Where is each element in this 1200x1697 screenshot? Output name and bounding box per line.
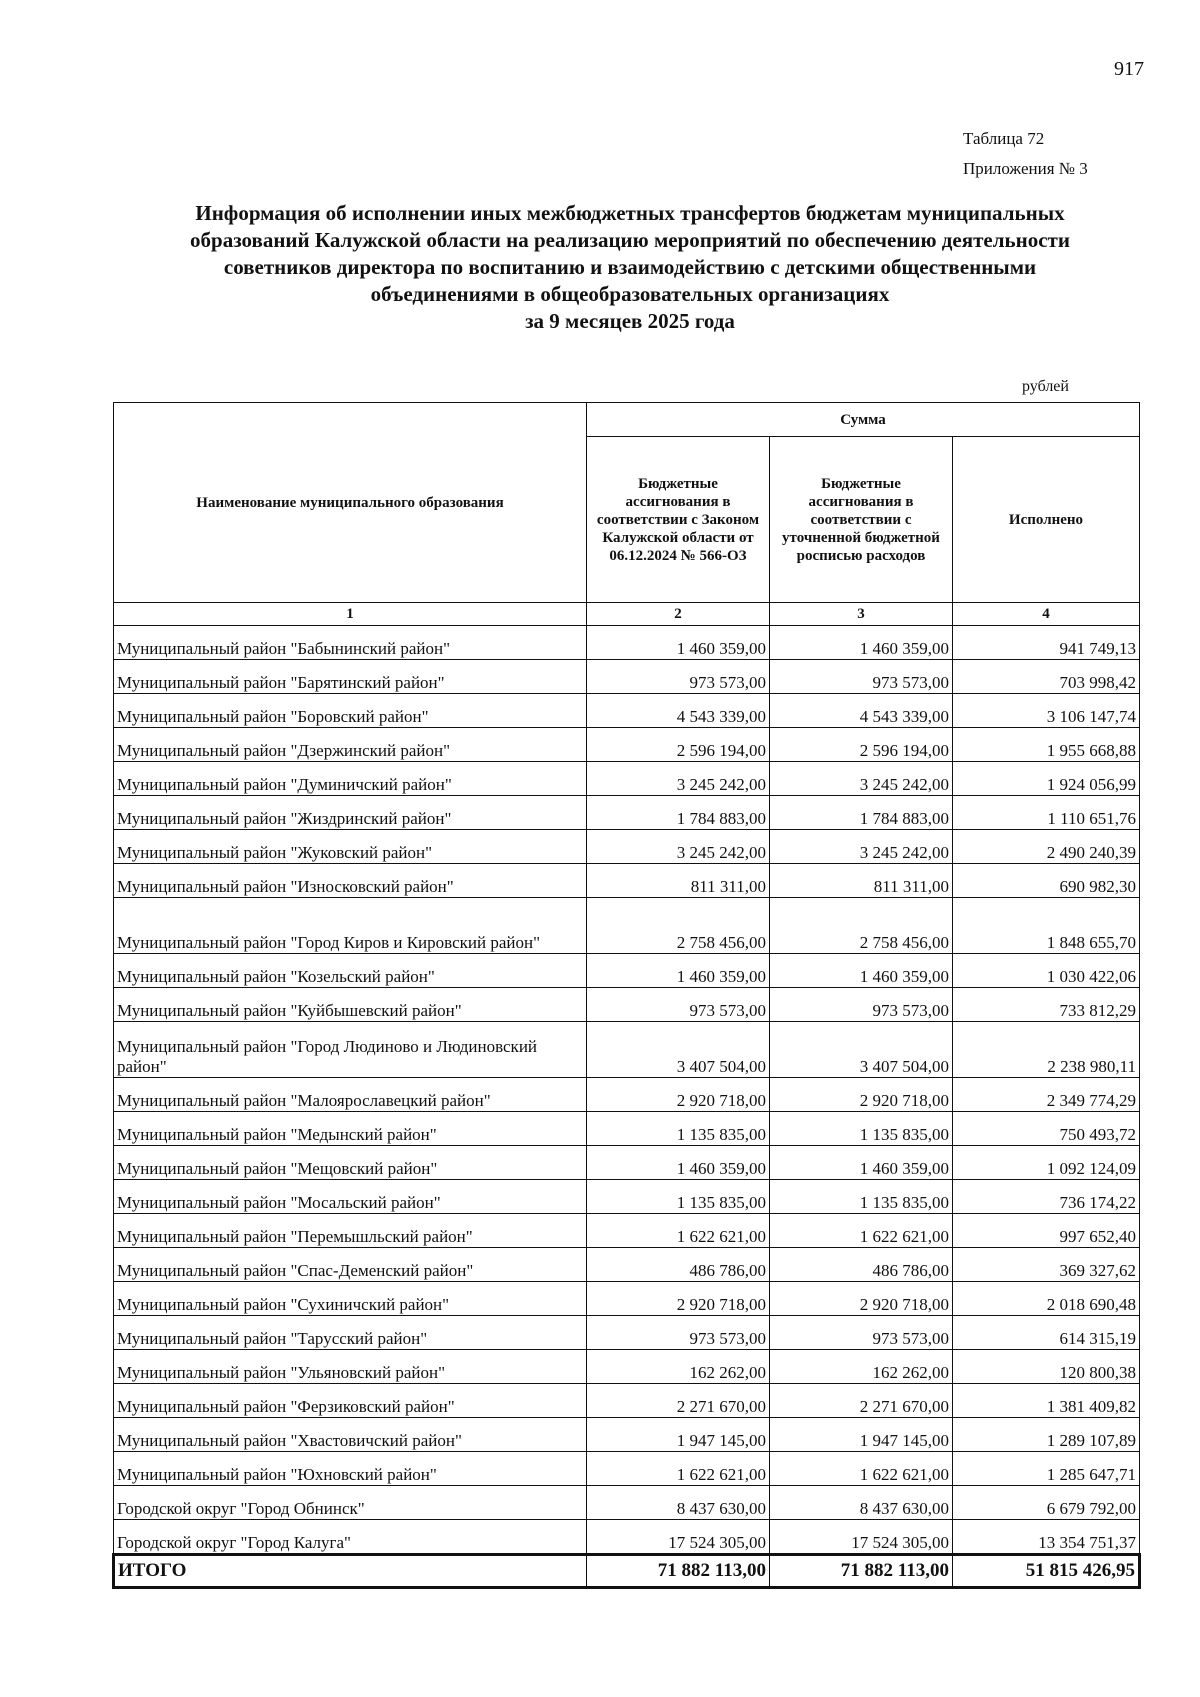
table-row xyxy=(114,988,1140,1022)
law-allocation-cell: 2 271 670,00 xyxy=(587,1384,770,1418)
table-reference xyxy=(963,124,1088,184)
municipality-name-cell: Муниципальный район "Куйбышевский район" xyxy=(114,988,587,1022)
title-line-5: за 9 месяцев 2025 года xyxy=(525,309,735,333)
table-row xyxy=(114,1452,1140,1486)
currency-unit: рублей xyxy=(1022,378,1069,395)
refined-allocation-cell: 486 786,00 xyxy=(770,1248,953,1282)
table-row xyxy=(114,1112,1140,1146)
refined-allocation-cell: 2 758 456,00 xyxy=(770,898,953,954)
table-row xyxy=(114,694,1140,728)
executed-cell: 736 174,22 xyxy=(953,1180,1140,1214)
refined-allocation-cell: 2 920 718,00 xyxy=(770,1078,953,1112)
total-row xyxy=(114,1555,1140,1588)
total-label: ИТОГО xyxy=(114,1555,587,1588)
refined-allocation-cell: 1 622 621,00 xyxy=(770,1214,953,1248)
executed-cell: 1 289 107,89 xyxy=(953,1418,1140,1452)
municipality-name-cell: Муниципальный район "Дзержинский район" xyxy=(114,728,587,762)
law-allocation-cell: 162 262,00 xyxy=(587,1350,770,1384)
refined-allocation-cell: 17 524 305,00 xyxy=(770,1520,953,1555)
executed-cell: 750 493,72 xyxy=(953,1112,1140,1146)
refined-allocation-cell: 1 460 359,00 xyxy=(770,626,953,660)
law-allocation-cell: 1 135 835,00 xyxy=(587,1112,770,1146)
table-row xyxy=(114,660,1140,694)
total-law-allocation: 71 882 113,00 xyxy=(587,1555,770,1588)
law-allocation-cell: 973 573,00 xyxy=(587,988,770,1022)
appendix-number: Приложения № 3 xyxy=(963,159,1088,178)
table-row xyxy=(114,1180,1140,1214)
law-allocation-cell: 3 245 242,00 xyxy=(587,830,770,864)
law-allocation-cell: 1 460 359,00 xyxy=(587,1146,770,1180)
municipality-name-cell: Муниципальный район "Юхновский район" xyxy=(114,1452,587,1486)
law-allocation-cell: 486 786,00 xyxy=(587,1248,770,1282)
executed-cell: 2 018 690,48 xyxy=(953,1282,1140,1316)
executed-cell: 1 381 409,82 xyxy=(953,1384,1140,1418)
title-line-2: образований Калужской области на реализацию мероприятий по обеспечению деятельности xyxy=(190,228,1070,252)
table-row xyxy=(114,954,1140,988)
law-allocation-cell: 1 622 621,00 xyxy=(587,1452,770,1486)
municipality-name-cell: Муниципальный район "Барятинский район" xyxy=(114,660,587,694)
title-line-3: советников директора по воспитанию и взаимодействию с детскими общественными xyxy=(223,255,1037,279)
law-allocation-cell: 973 573,00 xyxy=(587,660,770,694)
municipality-name-cell: Муниципальный район "Бабынинский район" xyxy=(114,626,587,660)
executed-cell: 6 679 792,00 xyxy=(953,1486,1140,1520)
refined-allocation-cell: 2 271 670,00 xyxy=(770,1384,953,1418)
executed-cell: 733 812,29 xyxy=(953,988,1140,1022)
municipality-name-cell: Муниципальный район "Сухиничский район" xyxy=(114,1282,587,1316)
executed-cell: 120 800,38 xyxy=(953,1350,1140,1384)
budget-table xyxy=(112,402,1141,1589)
executed-cell: 703 998,42 xyxy=(953,660,1140,694)
refined-allocation-cell: 973 573,00 xyxy=(770,988,953,1022)
table-row xyxy=(114,1486,1140,1520)
law-allocation-cell: 973 573,00 xyxy=(587,1316,770,1350)
table-row xyxy=(114,1316,1140,1350)
executed-cell: 3 106 147,74 xyxy=(953,694,1140,728)
executed-cell: 13 354 751,37 xyxy=(953,1520,1140,1555)
law-allocation-cell: 8 437 630,00 xyxy=(587,1486,770,1520)
column-number: 4 xyxy=(953,603,1140,626)
refined-allocation-cell: 1 622 621,00 xyxy=(770,1452,953,1486)
column-number: 2 xyxy=(587,603,770,626)
table-row xyxy=(114,898,1140,954)
law-allocation-cell: 1 460 359,00 xyxy=(587,954,770,988)
executed-cell: 941 749,13 xyxy=(953,626,1140,660)
law-allocation-cell: 2 596 194,00 xyxy=(587,728,770,762)
municipality-name-cell: Муниципальный район "Жиздринский район" xyxy=(114,796,587,830)
total-refined-allocation: 71 882 113,00 xyxy=(770,1555,953,1588)
document-title xyxy=(140,200,1120,335)
table-row xyxy=(114,1384,1140,1418)
executed-cell: 2 349 774,29 xyxy=(953,1078,1140,1112)
municipality-name-cell: Муниципальный район "Город Людиново и Людиновский район" xyxy=(114,1022,587,1078)
refined-allocation-cell: 1 460 359,00 xyxy=(770,954,953,988)
table-number: Таблица 72 xyxy=(963,129,1045,148)
title-line-1: Информация об исполнении иных межбюджетных трансфертов бюджетам муниципальных xyxy=(195,201,1065,225)
law-allocation-cell: 1 947 145,00 xyxy=(587,1418,770,1452)
law-allocation-cell: 4 543 339,00 xyxy=(587,694,770,728)
municipality-name-cell: Муниципальный район "Козельский район" xyxy=(114,954,587,988)
header-refined-allocations: Бюджетные ассигнования в соответствии с уточненной бюджетной росписью расходов xyxy=(770,437,953,603)
refined-allocation-cell: 1 947 145,00 xyxy=(770,1418,953,1452)
municipality-name-cell: Муниципальный район "Боровский район" xyxy=(114,694,587,728)
page-number: 917 xyxy=(1114,58,1144,80)
table-row xyxy=(114,1214,1140,1248)
refined-allocation-cell: 2 596 194,00 xyxy=(770,728,953,762)
executed-cell: 1 955 668,88 xyxy=(953,728,1140,762)
header-municipality-name: Наименование муниципального образования xyxy=(114,403,587,603)
law-allocation-cell: 2 920 718,00 xyxy=(587,1282,770,1316)
table-body xyxy=(114,626,1140,1588)
municipality-name-cell: Городской округ "Город Обнинск" xyxy=(114,1486,587,1520)
law-allocation-cell: 1 622 621,00 xyxy=(587,1214,770,1248)
refined-allocation-cell: 1 135 835,00 xyxy=(770,1180,953,1214)
table-row xyxy=(114,1146,1140,1180)
executed-cell: 2 238 980,11 xyxy=(953,1022,1140,1078)
executed-cell: 1 924 056,99 xyxy=(953,762,1140,796)
table-row xyxy=(114,1078,1140,1112)
law-allocation-cell: 1 460 359,00 xyxy=(587,626,770,660)
refined-allocation-cell: 8 437 630,00 xyxy=(770,1486,953,1520)
municipality-name-cell: Муниципальный район "Ульяновский район" xyxy=(114,1350,587,1384)
law-allocation-cell: 2 920 718,00 xyxy=(587,1078,770,1112)
table-row xyxy=(114,1248,1140,1282)
municipality-name-cell: Муниципальный район "Перемышльский район" xyxy=(114,1214,587,1248)
table-row xyxy=(114,1520,1140,1555)
table-row xyxy=(114,1350,1140,1384)
executed-cell: 997 652,40 xyxy=(953,1214,1140,1248)
municipality-name-cell: Муниципальный район "Малоярославецкий район" xyxy=(114,1078,587,1112)
law-allocation-cell: 811 311,00 xyxy=(587,864,770,898)
refined-allocation-cell: 3 245 242,00 xyxy=(770,830,953,864)
law-allocation-cell: 3 407 504,00 xyxy=(587,1022,770,1078)
table-row xyxy=(114,796,1140,830)
column-number: 1 xyxy=(114,603,587,626)
municipality-name-cell: Городской округ "Город Калуга" xyxy=(114,1520,587,1555)
municipality-name-cell: Муниципальный район "Жуковский район" xyxy=(114,830,587,864)
executed-cell: 1 110 651,76 xyxy=(953,796,1140,830)
municipality-name-cell: Муниципальный район "Думиничский район" xyxy=(114,762,587,796)
executed-cell: 369 327,62 xyxy=(953,1248,1140,1282)
municipality-name-cell: Муниципальный район "Спас-Деменский район" xyxy=(114,1248,587,1282)
refined-allocation-cell: 162 262,00 xyxy=(770,1350,953,1384)
table-row xyxy=(114,864,1140,898)
municipality-name-cell: Муниципальный район "Ферзиковский район" xyxy=(114,1384,587,1418)
refined-allocation-cell: 973 573,00 xyxy=(770,660,953,694)
municipality-name-cell: Муниципальный район "Износковский район" xyxy=(114,864,587,898)
law-allocation-cell: 3 245 242,00 xyxy=(587,762,770,796)
refined-allocation-cell: 973 573,00 xyxy=(770,1316,953,1350)
table-row xyxy=(114,626,1140,660)
refined-allocation-cell: 3 245 242,00 xyxy=(770,762,953,796)
refined-allocation-cell: 1 135 835,00 xyxy=(770,1112,953,1146)
title-line-4: объединениями в общеобразовательных организациях xyxy=(370,282,890,306)
executed-cell: 1 285 647,71 xyxy=(953,1452,1140,1486)
refined-allocation-cell: 1 460 359,00 xyxy=(770,1146,953,1180)
refined-allocation-cell: 2 920 718,00 xyxy=(770,1282,953,1316)
executed-cell: 1 848 655,70 xyxy=(953,898,1140,954)
law-allocation-cell: 1 784 883,00 xyxy=(587,796,770,830)
executed-cell: 2 490 240,39 xyxy=(953,830,1140,864)
executed-cell: 1 092 124,09 xyxy=(953,1146,1140,1180)
total-executed: 51 815 426,95 xyxy=(953,1555,1140,1588)
table-row xyxy=(114,1418,1140,1452)
refined-allocation-cell: 3 407 504,00 xyxy=(770,1022,953,1078)
table-row xyxy=(114,762,1140,796)
law-allocation-cell: 2 758 456,00 xyxy=(587,898,770,954)
executed-cell: 1 030 422,06 xyxy=(953,954,1140,988)
refined-allocation-cell: 4 543 339,00 xyxy=(770,694,953,728)
municipality-name-cell: Муниципальный район "Хвастовичский район" xyxy=(114,1418,587,1452)
table-row xyxy=(114,1282,1140,1316)
municipality-name-cell: Муниципальный район "Мещовский район" xyxy=(114,1146,587,1180)
header-executed: Исполнено xyxy=(953,437,1140,603)
municipality-name-cell: Муниципальный район "Тарусский район" xyxy=(114,1316,587,1350)
refined-allocation-cell: 1 784 883,00 xyxy=(770,796,953,830)
law-allocation-cell: 17 524 305,00 xyxy=(587,1520,770,1555)
municipality-name-cell: Муниципальный район "Мосальский район" xyxy=(114,1180,587,1214)
column-number: 3 xyxy=(770,603,953,626)
municipality-name-cell: Муниципальный район "Медынский район" xyxy=(114,1112,587,1146)
header-law-allocations: Бюджетные ассигнования в соответствии с Законом Калужской области от 06.12.2024 № 566-ОЗ xyxy=(587,437,770,603)
executed-cell: 690 982,30 xyxy=(953,864,1140,898)
table-row xyxy=(114,728,1140,762)
table-row xyxy=(114,1022,1140,1078)
header-sum: Сумма xyxy=(587,403,1140,437)
refined-allocation-cell: 811 311,00 xyxy=(770,864,953,898)
municipality-name-cell: Муниципальный район "Город Киров и Кировский район" xyxy=(114,898,587,954)
table-row xyxy=(114,830,1140,864)
executed-cell: 614 315,19 xyxy=(953,1316,1140,1350)
law-allocation-cell: 1 135 835,00 xyxy=(587,1180,770,1214)
